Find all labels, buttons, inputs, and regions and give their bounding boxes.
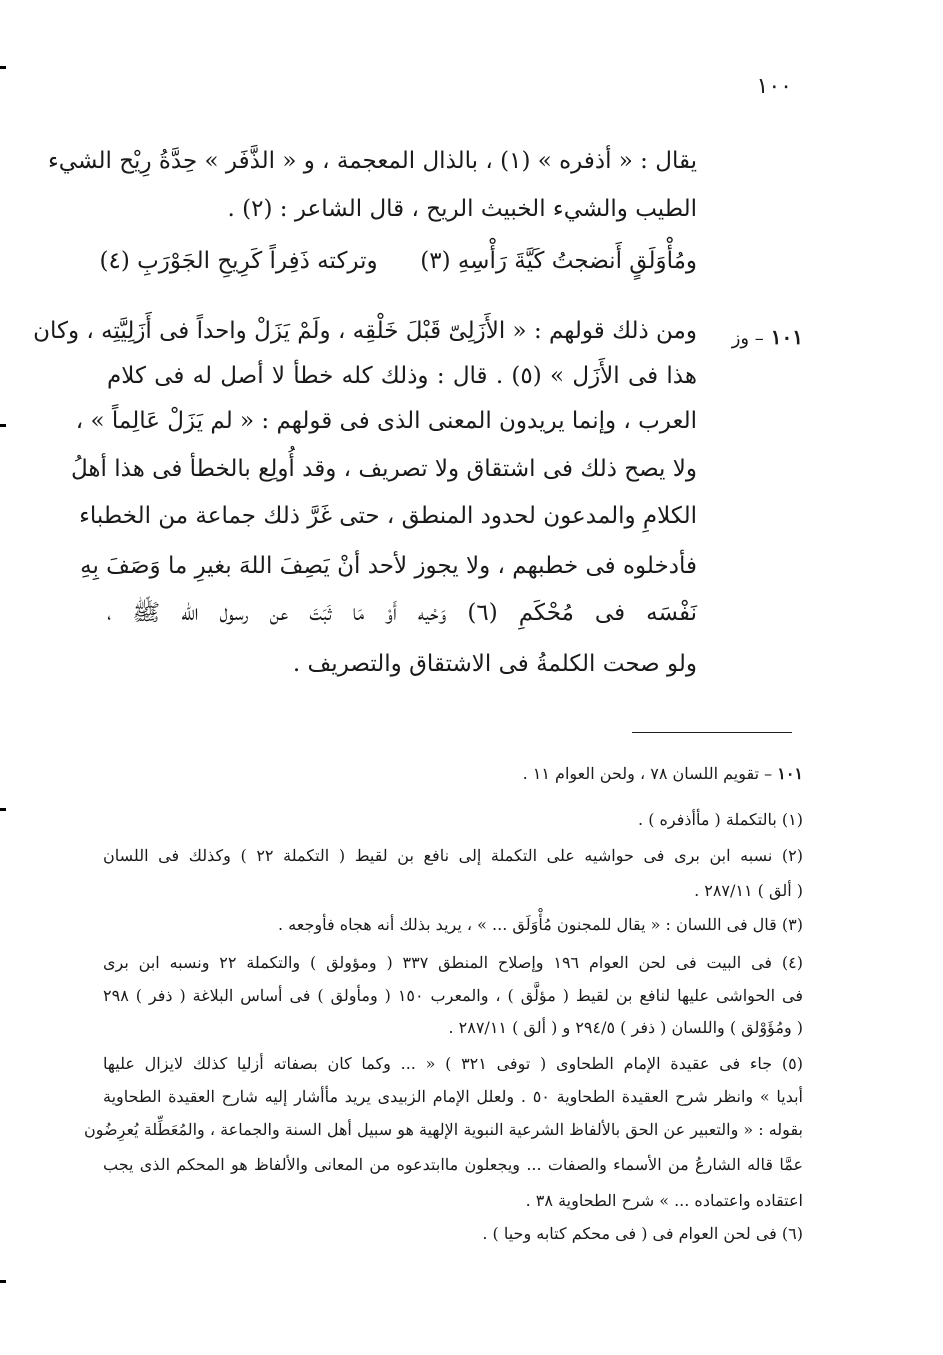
- footnote-source-text: – تقويم اللسان ٧٨ ، ولحن العوام ١١ .: [522, 764, 773, 783]
- margin-mark: [0, 808, 6, 811]
- footnote-line: بقوله : « والتعبير عن الحق بالألفاظ الشرعية النبوية الإلهية هو سبيل أهل السنة والجماعة ، والمُعَطِّلة يُعرِضُون: [84, 1120, 803, 1139]
- main-text-line: فأدخلوه فى خطبهم ، ولا يجوز لأحد أنْ يَصِفَ اللهَ بغيرِ ما وَصَفَ بِهِ: [80, 553, 697, 579]
- main-text-line: هذا فى الأَزَل » (٥) . قال : وذلك كله خطأ لا أصل له فى كلام: [107, 363, 697, 389]
- main-text-line: ولو صحت الكلمةُ فى الاشتقاق والتصريف .: [292, 651, 697, 677]
- margin-mark: [0, 1280, 6, 1283]
- footnote-line: (٤) فى البيت فى لحن العوام ١٩٦ وإصلاح المنطق ٣٣٧ ( ومؤولق ) والتكملة ٢٢ ونسبه ابن برى: [103, 953, 803, 972]
- margin-mark: [0, 424, 6, 427]
- footnote-source-number: ١٠١: [777, 764, 803, 783]
- footnote-line: (٢) نسبه ابن برى فى حواشيه على التكملة إلى نافع بن لقيط ( التكملة ٢٢ ) وكذلك فى اللسان: [103, 846, 804, 865]
- footnote-separator: [632, 732, 792, 733]
- main-text-line: الطيب والشيء الخبيث الريح ، قال الشاعر : (٢) .: [227, 196, 697, 222]
- footnote-line: ( ألق ) ٢٨٧/١١ .: [694, 881, 803, 900]
- footnote-line: أبديا » وانظر شرح العقيدة الطحاوية ٥٠ . ولعلل الإمام الزبيدى يريد مأأشار إليه شارح العقيدة الطحاوية: [103, 1087, 804, 1106]
- main-text-line: العرب ، وإنما يريدون المعنى الذى فى قولهم : « لم يَزَلْ عَالِماً » ،: [75, 408, 697, 434]
- margin-mark: [0, 66, 6, 69]
- footnote-line: (٦) فى لحن العوام فى ( فى محكم كتابه وحيا ) .: [482, 1224, 803, 1243]
- footnote-line: (٥) جاء فى عقيدة الإمام الطحاوى ( توفى ٣٢١ ) « ... وكما كان بصفاته أزليا كذلك لايزال عليها: [103, 1054, 804, 1073]
- entry-number-value: ١٠١: [770, 325, 803, 349]
- verse-first-hemistich: ومُأْوَلَقٍ أَنضجتُ كَيَّةَ رَأْسِهِ (٣): [420, 248, 697, 274]
- footnote-line: ( ومُؤَوْلق ) واللسان ( ذفر ) ٢٩٤/٥ و ( ألق ) ٢٨٧/١١ .: [448, 1018, 803, 1037]
- footnote-source: [103, 764, 803, 783]
- entry-number: [703, 325, 803, 349]
- footnote-line: (١) بالتكملة ( مأأذفره ) .: [638, 810, 803, 829]
- main-text-line: يقال : « أذفره » (١) ، بالذال المعجمة ، و « الذَّفَر » حِدَّةُ رِيْح الشيء: [47, 148, 697, 174]
- footnote-line: (٣) قال فى اللسان : « يقال للمجنون مُأْوَلَق ... » ، يريد بذلك أنه هجاه فأوجعه .: [278, 915, 803, 934]
- page-number: ١٠٠: [756, 74, 792, 99]
- footnote-line: اعتقاده واعتماده ... » شرح الطحاوية ٣٨ .: [525, 1191, 803, 1210]
- entry-tag: – وز: [731, 328, 764, 349]
- footnote-line: عمَّا قاله الشارعُ من الأسماء والصفات ... ويجعلون ماابتدعوه من المعانى والألفاظ هو المحكم الذى يجب: [103, 1155, 803, 1174]
- verse-line: [99, 248, 697, 276]
- main-text-line: ومن ذلك قولهم : « الأَزَلِىّ قَبْلَ خَلْقِه ، ولَمْ يَزَلْ واحداً فى أَزَلِيَّتِه ، وكان: [33, 318, 697, 344]
- main-text-line: ولا يصح ذلك فى اشتقاق ولا تصريف ، وقد أُولِع بالخطأ فى هذا أهلُ: [71, 456, 697, 482]
- verse-second-hemistich: وتركته ذَفِراً كَرِيحِ الجَوْرَبِ (٤): [99, 248, 378, 274]
- main-text-line: الكلامِ والمدعون لحدود المنطق ، حتى غَرَّ ذلك جماعة من الخطباء: [79, 503, 697, 529]
- footnote-line: فى الحواشى عليها لنافع بن لقيط ( مؤلَّق ) ، والمعرب ١٥٠ ( ومأولق ) فى أساس البلاغة ( ذفر ) ٢٩٨: [103, 986, 804, 1005]
- main-text-line: نَفْسَه فى مُحْكَمِ (٦) وَحْيه أَوْ مَا ثَبَتَ عن رسول الله ﷺ ،: [107, 600, 697, 626]
